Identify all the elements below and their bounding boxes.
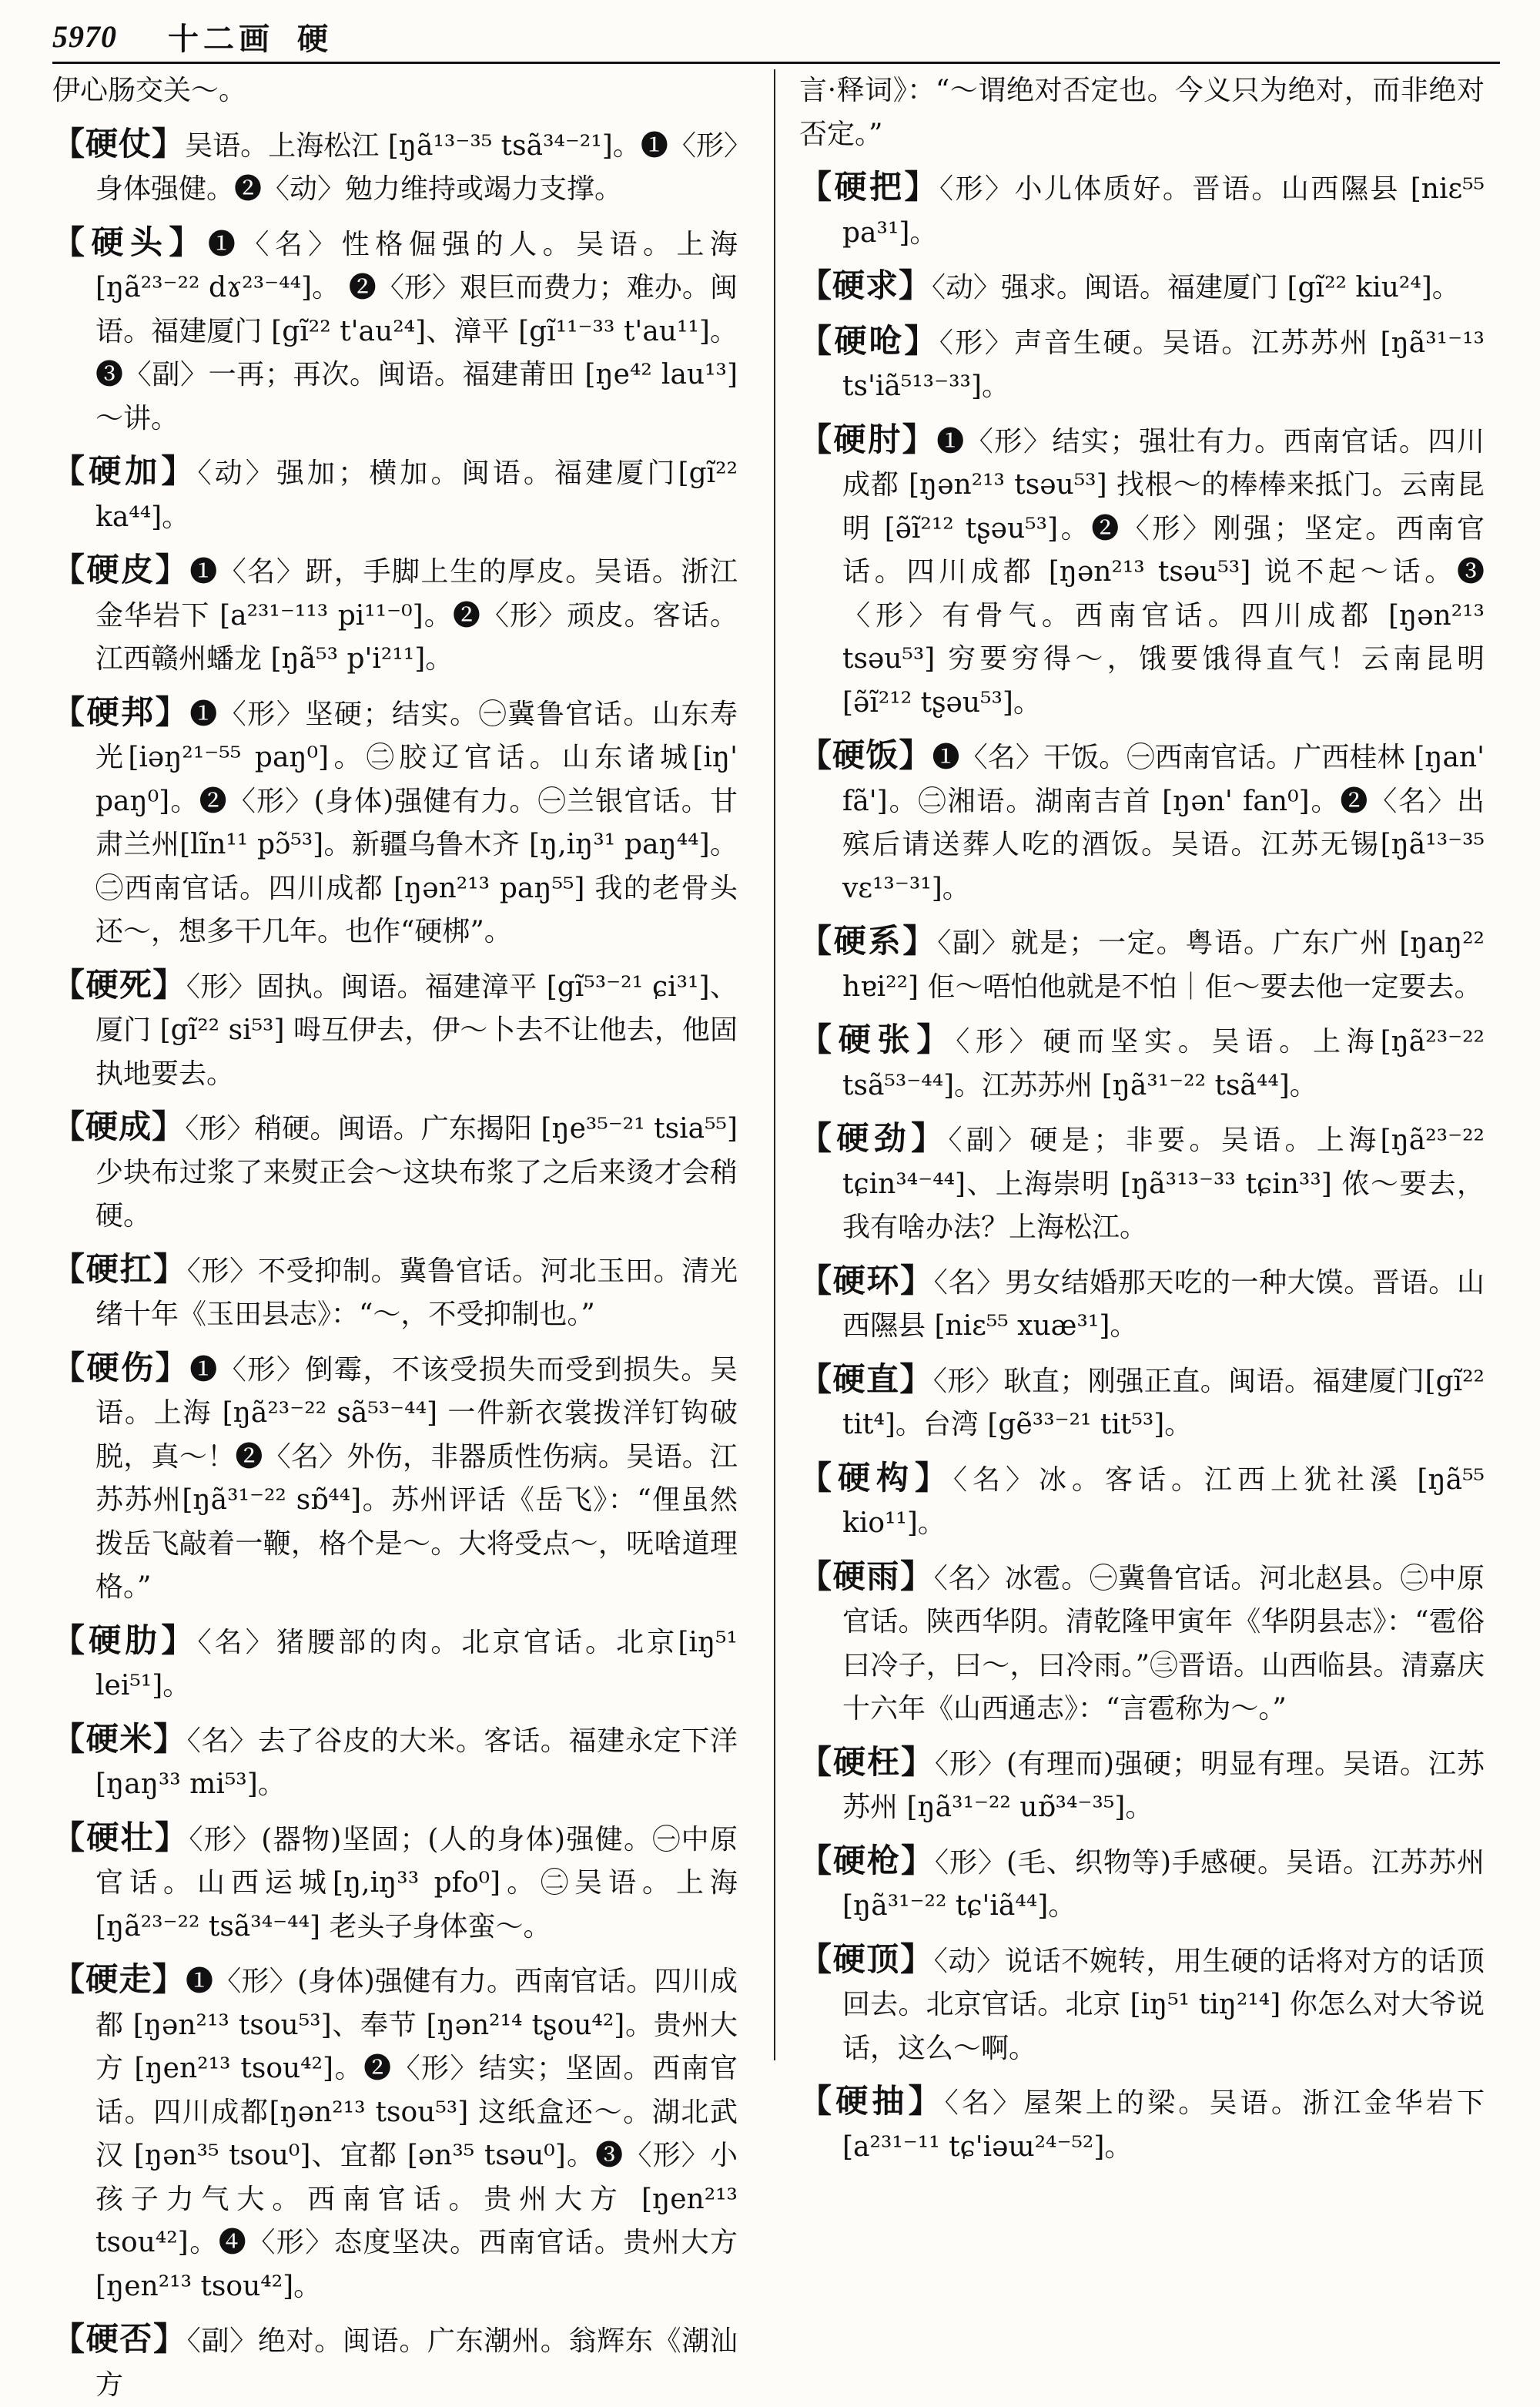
headword: 【硬抽】: [799, 2082, 945, 2120]
entry: 【硬张】〈形〉硬而坚实。吴语。上海[ŋã²³⁻²² tsã⁵³⁻⁴⁴]。江苏苏州 [ŋã³¹⁻²² tsã⁴⁴]。: [799, 1021, 1485, 1101]
entry: 【硬饭】❶〈名〉干饭。㊀西南官话。广西桂林 [ŋan' fã']。㊁湘语。湖南吉首 [ŋən' fan⁰]。❷〈名〉出殡后请送葬人吃的酒饭。吴语。江苏无锡[ŋã¹³⁻³⁵ vɛ¹³⁻³¹]。: [799, 736, 1485, 904]
entry: 【硬环】〈名〉男女结婚那天吃的一种大馍。晋语。山西隰县 [niɛ⁵⁵ xuæ³¹]。: [799, 1261, 1485, 1342]
entry: 【硬枪】〈形〉(毛、织物等)手感硬。吴语。江苏苏州 [ŋã³¹⁻²² tɕ'iã⁴⁴]。: [799, 1841, 1485, 1922]
entry: 【硬呛】〈形〉声音生硬。吴语。江苏苏州 [ŋã³¹⁻¹³ ts'iã⁵¹³⁻³³]。: [799, 321, 1485, 402]
entry: 【硬抽】〈名〉屋架上的梁。吴语。浙江金华岩下[a²³¹⁻¹¹ tɕ'iəɯ²⁴⁻⁵²]。: [799, 2082, 1485, 2163]
entry: 【硬米】〈名〉去了谷皮的大米。客话。福建永定下洋 [ŋaŋ³³ mi⁵³]。: [52, 1719, 738, 1800]
headword: 【硬死】: [52, 965, 186, 1004]
headword: 【硬系】: [799, 922, 938, 960]
stroke-section: 十二画: [168, 20, 274, 57]
headword: 【硬肋】: [52, 1621, 198, 1659]
headword: 【硬呛】: [799, 321, 939, 360]
headword: 【硬枉】: [799, 1742, 935, 1781]
headword: 【硬米】: [52, 1719, 187, 1758]
entry: 【硬肋】〈名〉猪腰部的肉。北京官话。北京[iŋ⁵¹ lei⁵¹]。: [52, 1621, 738, 1701]
entry: 【硬伤】❶〈形〉倒霉，不该受损失而受到损失。吴语。上海 [ŋã²³⁻²² sã⁵³⁻⁴⁴] 一件新衣裳拨洋钉钩破脱，真～！❷〈名〉外伤，非器质性伤病。吴语。江苏苏州[ŋã³¹⁻²² sɒ̃⁴⁴]。苏州评话《岳飞》：“俚虽然拨岳飞敲着一鞭，格个是～。大将受点～，呒啥道理格。”: [52, 1348, 738, 1603]
entry: 【硬直】〈形〉耿直；刚强正直。闽语。福建厦门[gĩ²² tit⁴]。台湾 [gẽ³³⁻²¹ tit⁵³]。: [799, 1359, 1485, 1440]
headword: 【硬壮】: [52, 1818, 189, 1856]
entry: 【硬求】〈动〉强求。闽语。福建厦门 [gĩ²² kiu²⁴]。: [799, 267, 1460, 304]
headword: 【硬构】: [799, 1458, 953, 1497]
headword: 【硬扛】: [52, 1249, 187, 1288]
headword: 【硬走】: [52, 1960, 186, 1998]
entry: 【硬构】〈名〉冰。客话。江西上犹社溪 [ŋã⁵⁵ kio¹¹]。: [799, 1458, 1485, 1539]
entry: 【硬劲】〈副〉硬是；非要。吴语。上海[ŋã²³⁻²² tɕin³⁴⁻⁴⁴]、上海崇明 [ŋã³¹³⁻³³ tɕin³³] 侬～要去，我有啥办法？上海松江。: [799, 1119, 1485, 1243]
right-column: [799, 69, 1485, 2163]
headword: 【硬头】: [52, 223, 208, 261]
page-number: 5970: [52, 18, 117, 54]
entry: 【硬雨】〈名〉冰雹。㊀冀鲁官话。河北赵县。㊁中原官话。陕西华阴。清乾隆甲寅年《华阴县志》：“雹俗曰冷子，曰～，曰冷雨。”㊂晋语。山西临县。清嘉庆十六年《山西通志》：“言雹称为～。”: [799, 1557, 1485, 1725]
entry: 【硬把】〈形〉小儿体质好。晋语。山西隰县 [niɛ⁵⁵ pa³¹]。: [799, 168, 1485, 249]
entry: 【硬扛】〈形〉不受抑制。冀鲁官话。河北玉田。清光绪十年《玉田县志》：“～，不受抑制也。”: [52, 1249, 738, 1330]
column-divider: [774, 69, 775, 2060]
headword: 【硬张】: [799, 1021, 956, 1058]
entry: 【硬成】〈形〉稍硬。闽语。广东揭阳 [ŋe³⁵⁻²¹ tsia⁵⁵] 少块布过浆了来熨正会～这块布浆了之后来烫才会稍硬。: [52, 1108, 738, 1232]
headword: 【硬否】: [52, 2320, 187, 2358]
headword: 【硬伤】: [52, 1348, 190, 1386]
header-character: 硬: [297, 20, 328, 57]
headword: 【硬劲】: [799, 1119, 949, 1157]
entry: 【硬肘】❶〈形〉结实；强壮有力。西南官话。四川成都 [ŋən²¹³ tsəu⁵³] 找根～的棒棒来抵门。云南昆明 [ə̃ĩ²¹² tʂəu⁵³]。❷〈形〉刚强；坚定。西南官话。四川成都 [ŋən²¹³ tsəu⁵³] 说不起～话。❸〈形〉有骨气。西南官话。四川成都 [ŋən²¹³ tsəu⁵³] 穷要穷得～，饿要饿得直气！云南昆明 [ə̃ĩ²¹² tʂəu⁵³]。: [799, 420, 1485, 719]
entry: 【硬死】〈形〉固执。闽语。福建漳平 [gĩ⁵³⁻²¹ ɕi³¹]、厦门 [gĩ²² si⁵³] 呣互伊去，伊～卜去不让他去，他固执地要去。: [52, 965, 738, 1090]
entry-continuation: 伊心肠交关～。: [52, 75, 247, 106]
headword: 【硬饭】: [799, 736, 932, 774]
entry: 【硬系】〈副〉就是；一定。粤语。广东广州 [ŋaŋ²² hɐi²²] 佢～唔怕他就是不怕｜佢～要去他一定要去。: [799, 922, 1485, 1003]
headword: 【硬成】: [52, 1108, 186, 1145]
entry: 【硬顶】〈动〉说话不婉转，用生硬的话将对方的话顶回去。北京官话。北京 [iŋ⁵¹ tiŋ²¹⁴] 你怎么对大爷说话，这么～啊。: [799, 1939, 1485, 2064]
headword: 【硬直】: [799, 1359, 933, 1398]
entry: 【硬皮】❶〈名〉趼，手脚上生的厚皮。吴语。浙江金华岩下 [a²³¹⁻¹¹³ pi¹¹⁻⁰]。❷〈形〉顽皮。客话。江西赣州蟠龙 [ŋã⁵³ p'i²¹¹]。: [52, 551, 738, 675]
entry: 【硬壮】〈形〉(器物)坚固；(人的身体)强健。㊀中原官话。山西运城[ŋ,iŋ³³ pfo⁰]。㊁吴语。上海 [ŋã²³⁻²² tsã³⁴⁻⁴⁴] 老头子身体蛮～。: [52, 1818, 738, 1943]
headword: 【硬皮】: [52, 551, 190, 588]
entry-continuation: 言·释词》：“～谓绝对否定也。今义只为绝对，而非绝对否定。”: [799, 75, 1485, 150]
left-column: [52, 69, 738, 2401]
headword: 【硬枪】: [799, 1841, 935, 1879]
headword: 【硬加】: [52, 452, 198, 490]
entry: 【硬头】❶〈名〉性格倔强的人。吴语。上海 [ŋã²³⁻²² dɤ²³⁻⁴⁴]。 ❷〈形〉艰巨而费力；难办。闽语。福建厦门 [gĩ²² t'au²⁴]、漳平 [gĩ¹¹⁻³³ t'au¹¹]。❸〈副〉一再；再次。闽语。福建莆田 [ŋe⁴² lau¹³] ～讲。: [52, 223, 738, 434]
entry: 【硬枉】〈形〉(有理而)强硬；明显有理。吴语。江苏苏州 [ŋã³¹⁻²² uɒ̃³⁴⁻³⁵]。: [799, 1742, 1485, 1823]
headword: 【硬仗】: [52, 124, 186, 163]
entry: 【硬走】❶〈形〉(身体)强健有力。西南官话。四川成都 [ŋən²¹³ tsou⁵³]、奉节 [ŋən²¹⁴ tʂou⁴²]。贵州大方 [ŋen²¹³ tsou⁴²]。❷〈形〉结实；坚固。西南官话。四川成都[ŋən²¹³ tsou⁵³] 这纸盒还～。湖北武汉 [ŋən³⁵ tsou⁰]、宜都 [ən³⁵ tsəu⁰]。❸〈形〉小孩子力气大。西南官话。贵州大方 [ŋen²¹³ tsou⁴²]。❹〈形〉态度坚决。西南官话。贵州大方 [ŋen²¹³ tsou⁴²]。: [52, 1960, 738, 2302]
entry: 【硬否】〈副〉绝对。闽语。广东潮州。翁辉东《潮汕方: [52, 2320, 738, 2401]
headword: 【硬雨】: [799, 1557, 934, 1595]
headword: 【硬肘】: [799, 420, 937, 458]
entry: 【硬仗】吴语。上海松江 [ŋã¹³⁻³⁵ tsã³⁴⁻²¹]。❶〈形〉身体强健。❷〈动〉勉力维持或竭力支撑。: [52, 124, 738, 205]
entry: 【硬邦】❶〈形〉坚硬；结实。㊀冀鲁官话。山东寿光[iəŋ²¹⁻⁵⁵ paŋ⁰]。㊁胶辽官话。山东诸城[iŋ' paŋ⁰]。❷〈形〉(身体)强健有力。㊀兰银官话。甘肃兰州[lĩn¹¹ pɔ̃⁵³]。新疆乌鲁木齐 [ŋ,iŋ³¹ paŋ⁴⁴]。㊁西南官话。四川成都 [ŋən²¹³ paŋ⁵⁵] 我的老骨头还～，想多干几年。也作“硬梆”。: [52, 692, 738, 947]
headword: 【硬环】: [799, 1261, 934, 1299]
headword: 【硬把】: [799, 168, 939, 206]
headword: 【硬求】: [799, 267, 932, 304]
page-header: [52, 11, 1500, 64]
headword: 【硬顶】: [799, 1939, 934, 1978]
headword: 【硬邦】: [52, 692, 190, 731]
entry: 【硬加】〈动〉强加；横加。闽语。福建厦门[gĩ²² ka⁴⁴]。: [52, 452, 738, 533]
